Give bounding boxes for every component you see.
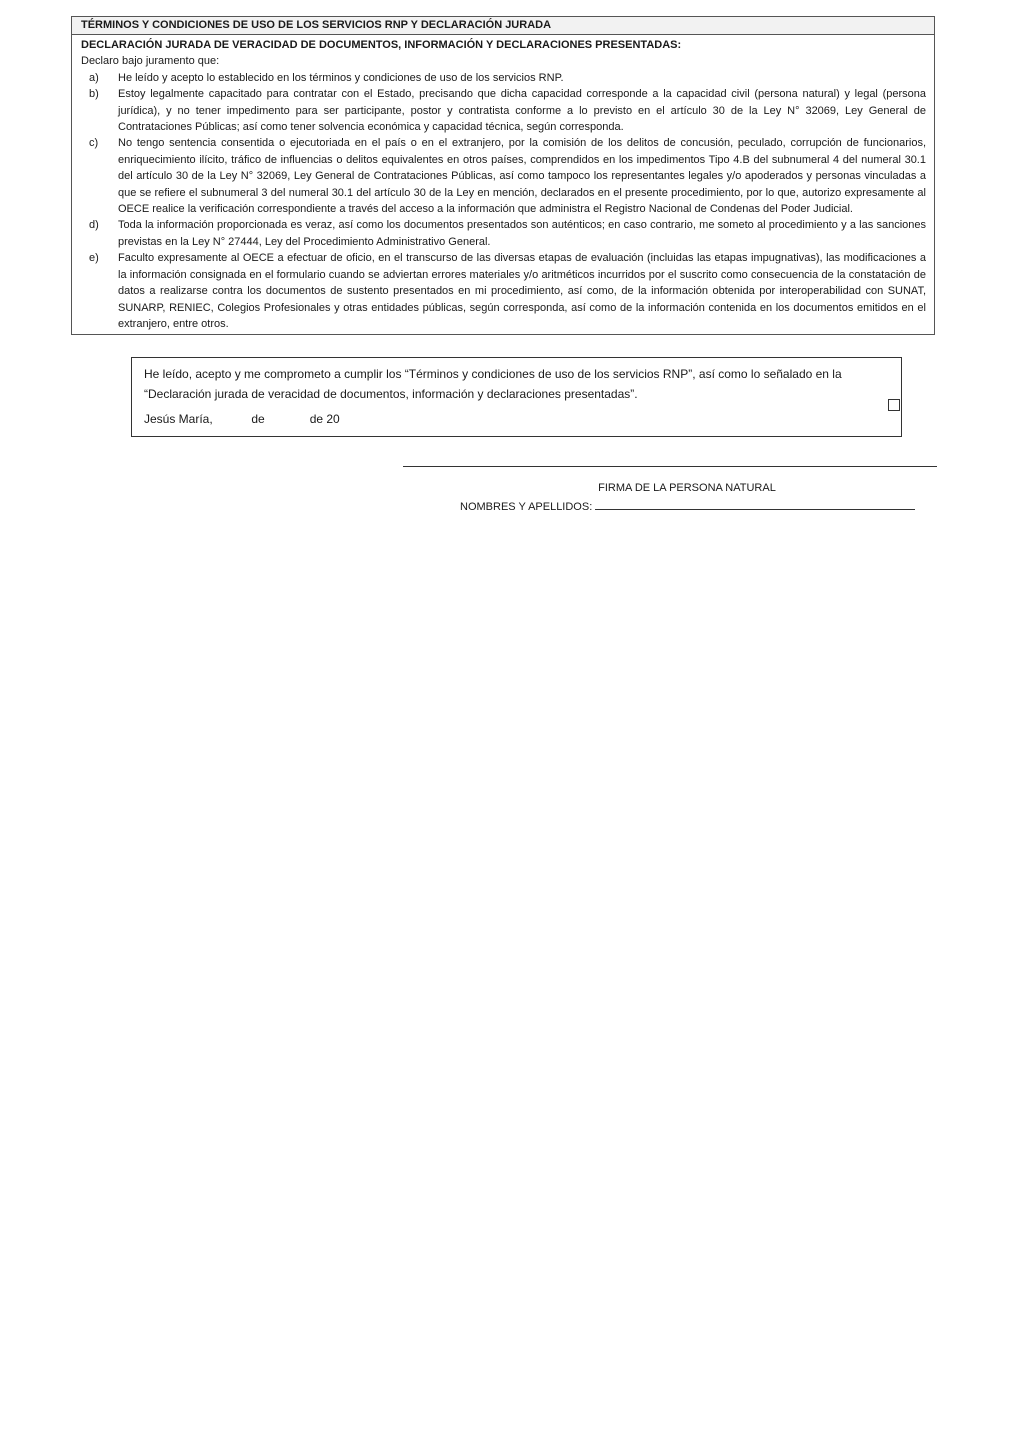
date-year-label: de 20 xyxy=(309,412,340,426)
names-label: NOMBRES Y APELLIDOS: xyxy=(460,501,593,513)
list-item xyxy=(81,70,926,86)
acceptance-box xyxy=(131,357,902,437)
accept-checkbox[interactable] xyxy=(888,399,900,411)
item-text: No tengo sentencia consentida o ejecutoriada en el país o en el extranjero, por la comisión de los delitos de concusión, peculado, corrupción de funcionarios, enriquecimiento ilícito, tráfico de influencias o delitos equivalentes en otros países, comprendidos en los impedimentos Tipo 4.B del subnumeral 4 del numeral 30.1 del artículo 30 de la Ley N° 32069, Ley General de Contrataciones Públicas, así como tampoco los representantes legales y/o apoderados y personas vinculadas a que se refiere el subnumeral 3 del numeral 30.1 del artículo 30 de la Ley en mención, declarados en el presente procedimiento, por lo que, autorizo expresamente al OECE realice la verificación correspondiente a través del acceso a la información que administra el Registro Nacional de Condenas del Poder Judicial. xyxy=(118,137,926,216)
names-row xyxy=(460,500,915,513)
signature-line[interactable] xyxy=(403,466,937,467)
item-letter: c) xyxy=(89,137,99,150)
list-item xyxy=(81,217,926,250)
item-text: Toda la información proporcionada es veraz, así como los documentos presentados son auténticos; en caso contrario, me someto al procedimiento y a las sanciones previstas en la Ley N° 27444, Ley del Procedimiento Administrativo General. xyxy=(118,219,926,248)
terms-section xyxy=(71,16,935,335)
signature-label: FIRMA DE LA PERSONA NATURAL xyxy=(598,482,776,494)
date-line xyxy=(144,409,889,429)
names-field[interactable] xyxy=(595,500,915,510)
place-label: Jesús María, xyxy=(144,412,213,426)
item-text: Faculto expresamente al OECE a efectuar de oficio, en el transcurso de las diversas etapas de evaluación (incluidas las etapas impugnativas), las modificaciones a la información consignada en el formulario cuando se adviertan errores materiales y/o aritméticos incurridos por el suscrito como consecuencia de la constatación de datos a realizarse contra los documentos de sustento presentados en mi procedimiento, así como, de la información obtenida por interoperabilidad con SUNAT, SUNARP, RENIEC, Colegios Profesionales y otras entidades públicas, según corresponda, así como de la información contenida en los documentos emitidos en el extranjero, entre otros. xyxy=(118,252,926,330)
item-letter: b) xyxy=(89,88,99,101)
item-text: He leído y acepto lo establecido en los términos y condiciones de uso de los servicios RNP. xyxy=(118,71,564,84)
list-item xyxy=(81,86,926,135)
acceptance-text: He leído, acepto y me comprometo a cumplir los “Términos y condiciones de uso de los servicios RNP”, así como lo señalado en la “Declaración jurada de veracidad de documentos, información y declaraciones presentadas”. xyxy=(144,367,842,401)
declaration-subtitle: DECLARACIÓN JURADA DE VERACIDAD DE DOCUMENTOS, INFORMACIÓN Y DECLARACIONES PRESENTADAS: xyxy=(81,39,682,51)
terms-title: TÉRMINOS Y CONDICIONES DE USO DE LOS SERVICIOS RNP Y DECLARACIÓN JURADA xyxy=(72,17,934,35)
item-text: Estoy legalmente capacitado para contratar con el Estado, precisando que dicha capacidad corresponde a la capacidad civil (persona natural) y legal (persona jurídica), y no tener impedimento para ser participante, postor y contratista conforme a lo previsto en el artículo 30 de la Ley N° 32069, Ley General de Contrataciones Públicas; así como tener solvencia económica y capacidad técnica, según corresponda. xyxy=(118,88,926,134)
list-item xyxy=(81,135,926,217)
declaration-intro: Declaro bajo juramento que: xyxy=(81,55,220,68)
terms-body xyxy=(72,35,934,334)
item-letter: e) xyxy=(89,252,99,265)
item-letter: a) xyxy=(89,71,99,84)
list-item xyxy=(81,250,926,332)
date-de-label: de xyxy=(251,412,265,426)
item-letter: d) xyxy=(89,219,99,232)
